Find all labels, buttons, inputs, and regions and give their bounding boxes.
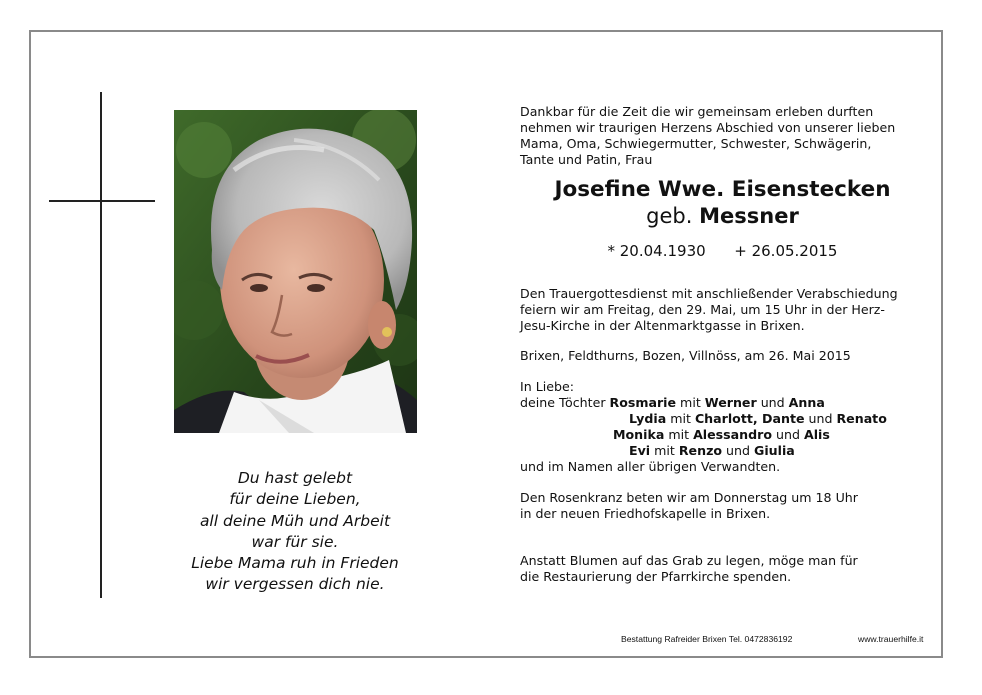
poem-line: wir vergessen dich nie. [205, 575, 385, 594]
poem-line: all deine Müh und Arbeit [199, 511, 391, 530]
place-date: Brixen, Feldthurns, Bozen, Villnöss, am 26. Mai 2015 [520, 348, 851, 363]
website-link[interactable]: www.trauerhilfe.it [858, 634, 924, 644]
memorial-poem [165, 468, 425, 596]
deceased-name: Josefine Wwe. Eisenstecken [554, 177, 891, 202]
family-line: Evi mit Renzo und Giulia [629, 443, 795, 458]
maiden-name: geb. Messner [646, 204, 799, 228]
poem-line: Liebe Mama ruh in Frieden [191, 554, 399, 573]
portrait-photo [174, 110, 417, 433]
rosary-line: in der neuen Friedhofskapelle in Brixen. [520, 506, 771, 521]
family-line: Lydia mit Charlott, Dante und Renato [629, 411, 887, 426]
funeral-home-contact: Bestattung Rafreider Brixen Tel. 0472836192 [621, 634, 793, 644]
poem-line: war für sie. [251, 532, 339, 551]
rosary-line: Den Rosenkranz beten wir am Donnerstag um 18 Uhr [520, 490, 858, 505]
cross-vertical-bar [100, 92, 102, 598]
service-paragraph [520, 286, 898, 334]
intro-paragraph [520, 104, 895, 168]
intro-line: nehmen wir traurigen Herzens Abschied von unserer lieben [520, 120, 896, 135]
flowers-paragraph [520, 553, 858, 585]
family-line: und im Namen aller übrigen Verwandten. [520, 459, 781, 474]
poem-line: Du hast gelebt [237, 469, 353, 487]
family-line: Monika mit Alessandro und Alis [613, 427, 830, 442]
intro-line: Mama, Oma, Schwiegermutter, Schwester, Schwägerin, [520, 136, 872, 151]
service-line: feiern wir am Freitag, den 29. Mai, um 15 Uhr in der Herz- [520, 302, 885, 317]
service-line: Den Trauergottesdienst mit anschließender Verabschiedung [520, 286, 898, 301]
poem-line: für deine Lieben, [229, 490, 361, 509]
flowers-line: Anstatt Blumen auf das Grab zu legen, möge man für [520, 553, 858, 568]
family-line: deine Töchter Rosmarie mit Werner und Anna [520, 395, 825, 410]
family-list [520, 379, 887, 475]
rosary-paragraph [520, 490, 858, 522]
life-dates: * 20.04.1930 + 26.05.2015 [607, 242, 838, 260]
flowers-line: die Restaurierung der Pfarrkirche spenden. [520, 569, 792, 584]
intro-line: Tante und Patin, Frau [520, 152, 653, 167]
cross-horizontal-bar [49, 200, 155, 202]
intro-line: Dankbar für die Zeit die wir gemeinsam erleben durften [520, 104, 874, 119]
in-liebe-label: In Liebe: [520, 379, 574, 394]
service-line: Jesu-Kirche in der Altenmarktgasse in Brixen. [520, 318, 805, 333]
